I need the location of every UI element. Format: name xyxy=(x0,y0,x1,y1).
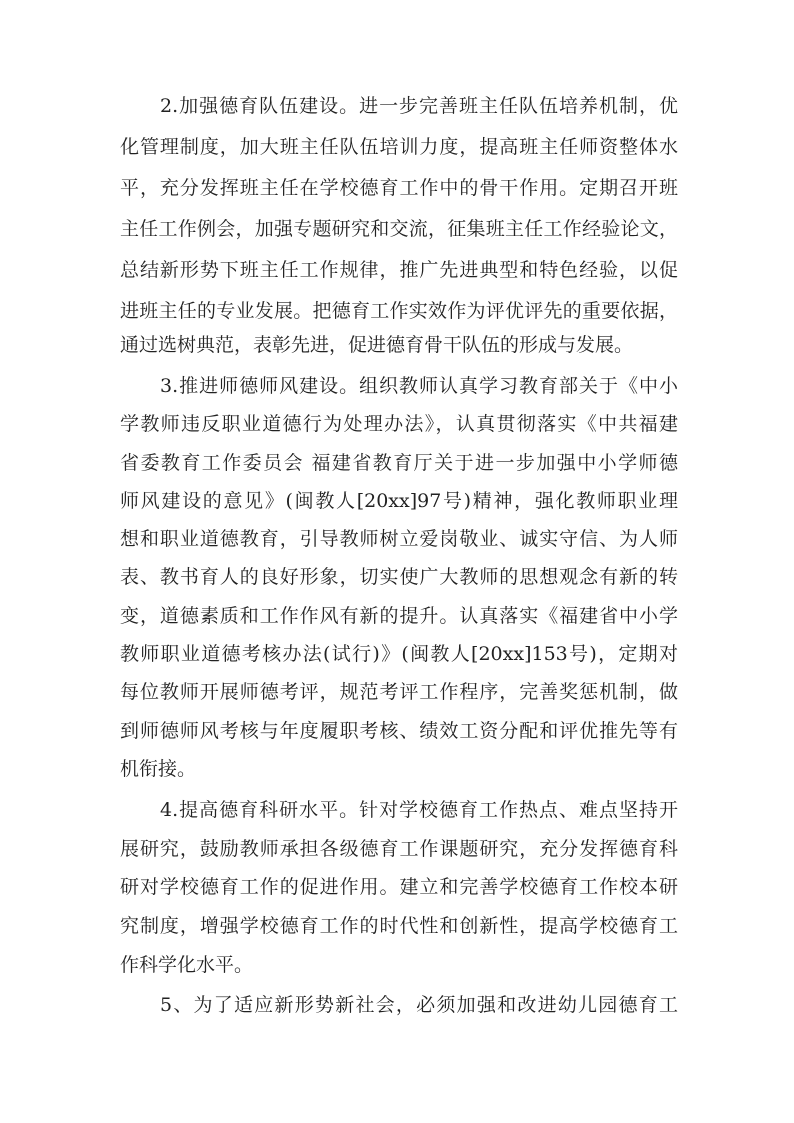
paragraph-4-line-1: 4.提高德育科研水平。针对学校德育工作热点、难点坚持开 xyxy=(160,799,678,821)
paragraph-2-line-7: 通过选树典范，表彰先进，促进德育骨干队伍的形成与发展。 xyxy=(120,334,634,356)
paragraph-3-line-3: 省委教育工作委员会 福建省教育厅关于进一步加强中小学师德 xyxy=(120,452,678,474)
paragraph-3-line-5: 想和职业道德教育，引导教师树立爱岗敬业、诚实守信、为人师 xyxy=(120,528,678,550)
paragraph-3-line-7: 变，道德素质和工作作风有新的提升。认真落实《福建省中小学 xyxy=(120,605,678,627)
paragraph-3-line-4: 师风建设的意见》(闽教人[20xx]97号)精神，强化教师职业理 xyxy=(120,490,678,512)
paragraph-3-line-8: 教师职业道德考核办法(试行)》(闽教人[20xx]153号)，定期对 xyxy=(120,643,678,665)
paragraph-3-line-6: 表、教书育人的良好形象，切实使广大教师的思想观念有新的转 xyxy=(120,566,678,588)
paragraph-4-line-3: 研对学校德育工作的促进作用。建立和完善学校德育工作校本研 xyxy=(120,876,678,898)
paragraph-2-line-4: 主任工作例会，加强专题研究和交流，征集班主任工作经验论文， xyxy=(120,218,678,240)
paragraph-2-line-3: 平，充分发挥班主任在学校德育工作中的骨干作用。定期召开班 xyxy=(120,177,678,199)
paragraph-2-line-1: 2.加强德育队伍建设。进一步完善班主任队伍培养机制，优 xyxy=(160,95,678,117)
paragraph-4-line-4: 究制度，增强学校德育工作的时代性和创新性，提高学校德育工 xyxy=(120,915,678,937)
paragraph-3-line-11: 机衔接。 xyxy=(120,758,197,780)
paragraph-5-line-1: 5、为了适应新形势新社会，必须加强和改进幼儿园德育工 xyxy=(160,994,678,1016)
paragraph-3-line-2: 学教师违反职业道德行为处理办法》，认真贯彻落实《中共福建 xyxy=(120,413,678,435)
paragraph-2-line-6: 进班主任的专业发展。把德育工作实效作为评优评先的重要依据， xyxy=(120,300,678,322)
paragraph-3-line-10: 到师德师风考核与年度履职考核、绩效工资分配和评优推先等有 xyxy=(120,720,678,742)
paragraph-4-line-5: 作科学化水平。 xyxy=(120,954,254,976)
paragraph-4-line-2: 展研究，鼓励教师承担各级德育工作课题研究，充分发挥德育科 xyxy=(120,838,678,860)
paragraph-3-line-1: 3.推进师德师风建设。组织教师认真学习教育部关于《中小 xyxy=(160,375,678,397)
paragraph-2-line-2: 化管理制度，加大班主任队伍培训力度，提高班主任师资整体水 xyxy=(120,136,678,158)
paragraph-2-line-5: 总结新形势下班主任工作规律，推广先进典型和特色经验，以促 xyxy=(120,259,678,281)
paragraph-3-line-9: 每位教师开展师德考评，规范考评工作程序，完善奖惩机制，做 xyxy=(120,681,678,703)
